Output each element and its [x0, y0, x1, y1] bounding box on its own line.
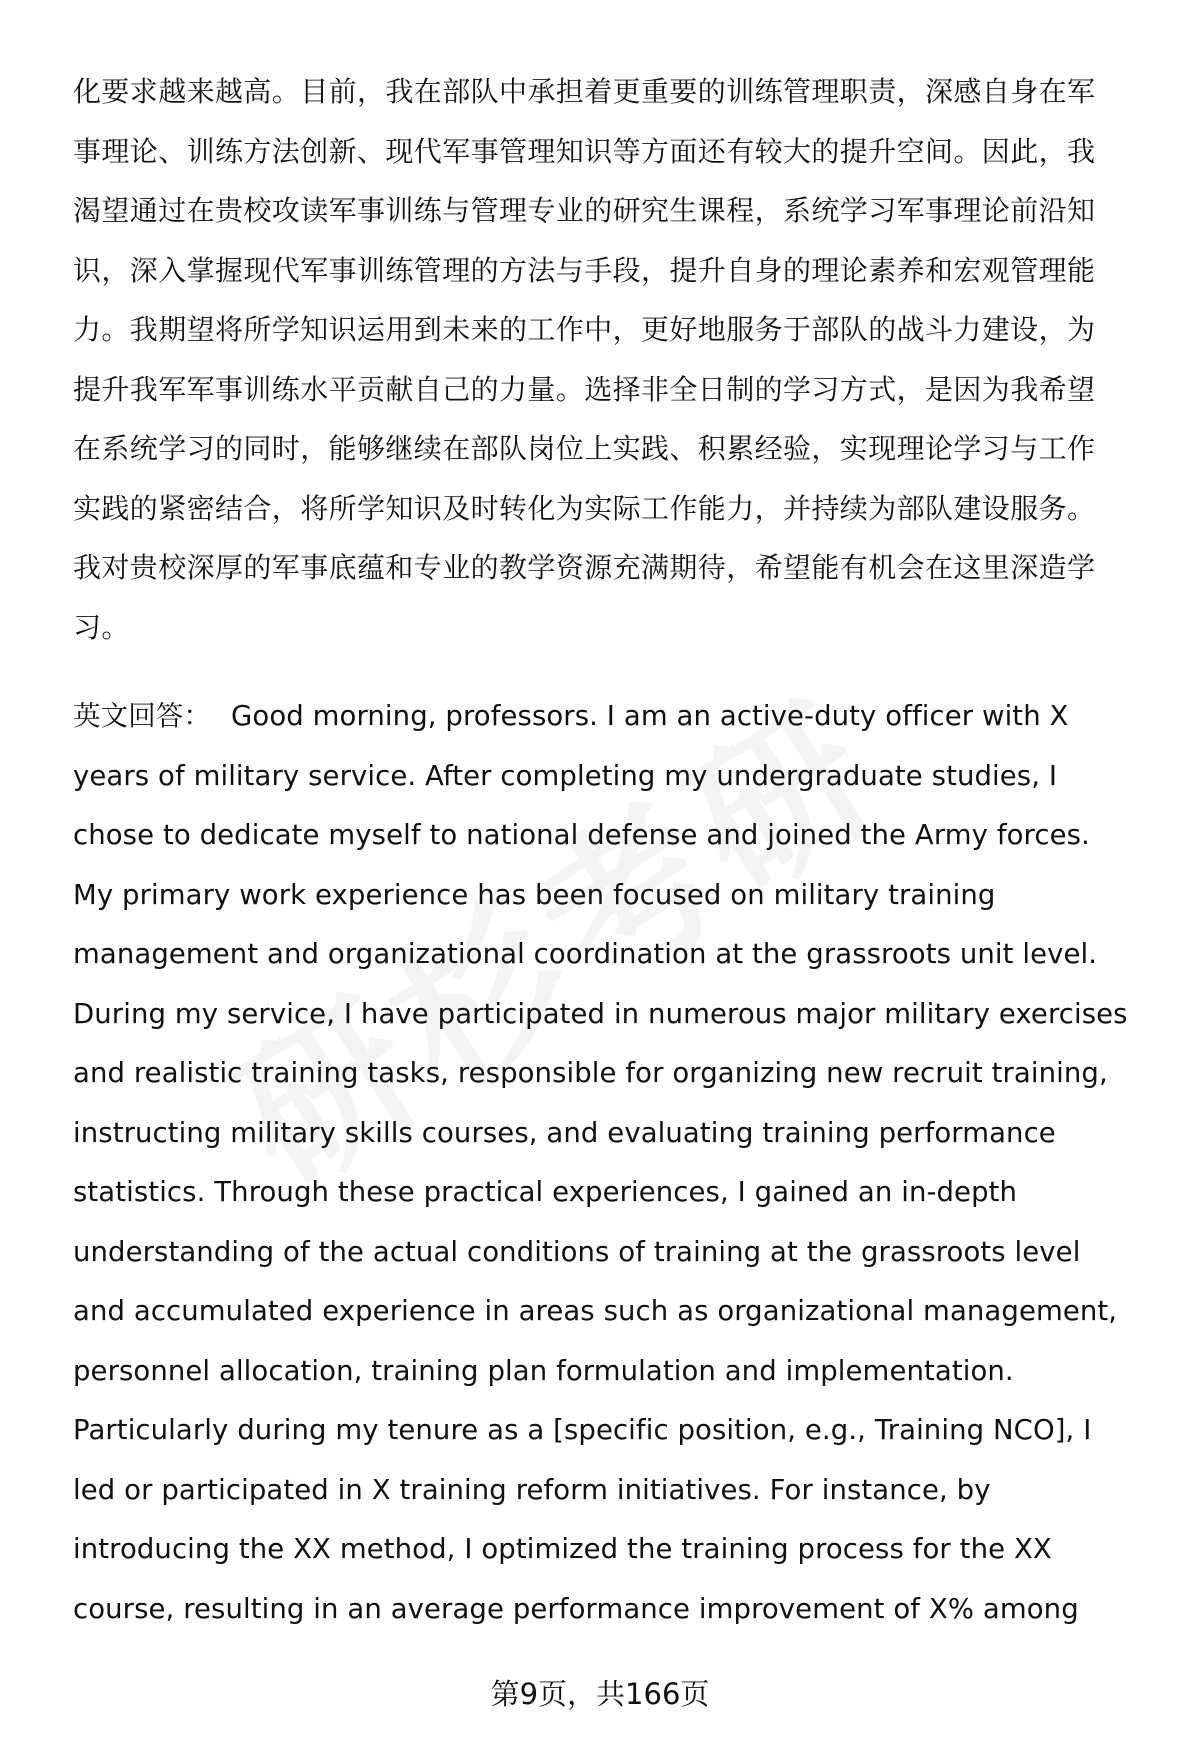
page-content: [73, 62, 1143, 1639]
text-line: personnel allocation, training plan formulation and implementation.: [73, 1354, 1014, 1387]
text-line: 在系统学习的同时，能够继续在部队岗位上实践、积累经验，实现理论学习与工作: [73, 432, 1096, 465]
english-answer-label: 英文回答：: [73, 700, 211, 732]
text-line: understanding of the actual conditions of training at the grassroots level: [73, 1235, 1081, 1268]
page-number-footer: 第9页，共166页: [490, 1677, 710, 1711]
text-line: and realistic training tasks, responsible for organizing new recruit training,: [73, 1057, 1108, 1089]
english-answer-paragraph: [73, 687, 1143, 1639]
text-line: 渴望通过在贵校攻读军事训练与管理专业的研究生课程，系统学习军事理论前沿知: [73, 194, 1096, 227]
text-line: 化要求越来越高。目前，我在部队中承担着更重要的训练管理职责，深感自身在军: [73, 75, 1096, 108]
text-line: led or participated in X training reform initiatives. For instance, by: [73, 1473, 991, 1506]
text-line: 力。我期望将所学知识运用到未来的工作中，更好地服务于部队的战斗力建设，为: [73, 313, 1096, 346]
text-line: introducing the XX method, I optimized the training process for the XX: [73, 1533, 1052, 1565]
text-line-first: [73, 687, 1143, 747]
text-line: 我对贵校深厚的军事底蕴和专业的教学资源充满期待，希望能有机会在这里深造学: [73, 551, 1096, 584]
text-line: chose to dedicate myself to national defense and joined the Army forces.: [73, 819, 1090, 851]
paragraph-gap: [73, 657, 1143, 687]
text-line: course, resulting in an average performance improvement of X% among: [73, 1592, 1079, 1625]
text-line: My primary work experience has been focused on military training: [73, 878, 996, 911]
text-line: Particularly during my tenure as a [specific position, e.g., Training NCO], I: [73, 1414, 1092, 1446]
english-answer-first-line: Good morning, professors. I am an active-duty officer with X: [231, 700, 1069, 732]
text-line: statistics. Through these practical experiences, I gained an in-depth: [73, 1176, 1018, 1208]
text-line: 事理论、训练方法创新、现代军事管理知识等方面还有较大的提升空间。因此，我: [73, 134, 1096, 168]
text-line: and accumulated experience in areas such as organizational management,: [73, 1295, 1118, 1327]
text-line: instructing military skills courses, and evaluating training performance: [73, 1116, 1056, 1149]
text-line: 实践的紧密结合，将所学知识及时转化为实际工作能力，并持续为部队建设服务。: [73, 491, 1096, 525]
text-line: 习。: [73, 610, 130, 644]
chinese-paragraph: [73, 62, 1143, 657]
text-line: 提升我军军事训练水平贡献自己的力量。选择非全日制的学习方式，是因为我希望: [73, 372, 1096, 406]
text-line: During my service, I have participated in numerous major military exercises: [73, 997, 1128, 1030]
text-line: 识，深入掌握现代军事训练管理的方法与手段，提升自身的理论素养和宏观管理能: [73, 253, 1096, 287]
text-line: years of military service. After completing my undergraduate studies, I: [73, 759, 1058, 792]
text-line: management and organizational coordination at the grassroots unit level.: [73, 938, 1098, 970]
